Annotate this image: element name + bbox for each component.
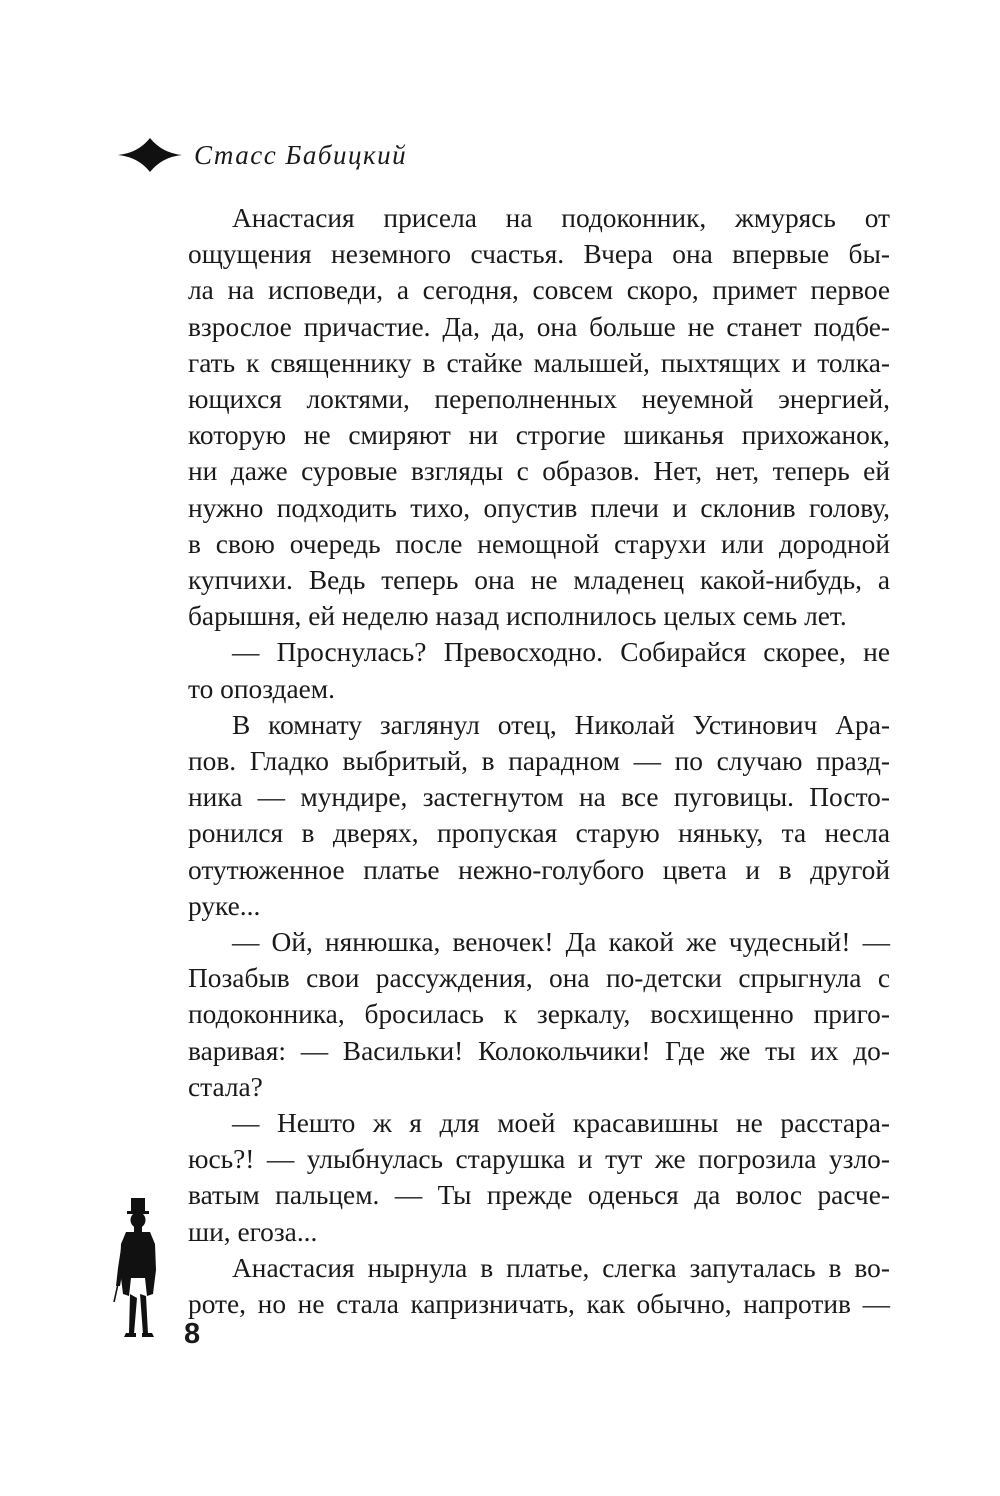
text-line: Позабыв свои рассуждения, она по-детски спрыгнула с	[188, 963, 890, 994]
text-line: варивая: — Васильки! Колокольчики! Где же ты их до-	[188, 1035, 890, 1066]
text-line: руке...	[188, 890, 261, 921]
text-line: ющихся локтями, переполненных неуемной энергией,	[188, 384, 890, 415]
text-line: — Нешто ж я для моей красавишны не расстара-	[232, 1108, 890, 1139]
text-line: в свою очередь после немощной старухи или дородной	[188, 528, 890, 559]
text-line: взрослое причастие. Да, да, она больше не станет подбе-	[188, 311, 890, 342]
text-line: ощущения неземного счастья. Вчера она впервые бы-	[188, 239, 890, 270]
text-line: которую не смиряют ни строгие шиканья прихожанок,	[188, 420, 890, 451]
text-line: ника — мундире, застегнутом на все пуговицы. Посто-	[188, 782, 890, 813]
text-line: подоконника, бросилась к зеркалу, восхищенно приго-	[188, 999, 890, 1030]
text-line: гать к священнику в стайке малышей, пыхтящих и толка-	[188, 347, 890, 378]
text-line: ронился в дверях, пропуская старую няньку, та несла	[188, 818, 890, 849]
text-line: нужно подходить тихо, опустив плечи и склонив голову,	[188, 492, 890, 523]
running-header	[118, 135, 407, 175]
text-line: В комнату заглянул отец, Николай Устинович Ара-	[232, 709, 890, 740]
text-line: барышня, ей неделю назад исполнилось целых семь лет.	[188, 601, 847, 632]
text-line: ши, егоза...	[188, 1216, 318, 1247]
text-line: — Ой, нянюшка, веночек! Да какой же чудесный! —	[232, 927, 890, 958]
body-text	[188, 200, 890, 1322]
text-line: юсь?! — улыбнулась старушка и тут же погрозила узло-	[188, 1144, 890, 1175]
text-line: роте, но не стала капризничать, как обычно, напротив —	[188, 1289, 890, 1320]
page-number: 8	[184, 1318, 201, 1350]
text-line: ватым пальцем. — Ты прежде оденься да волос расче-	[188, 1180, 890, 1211]
text-line: то опоздаем.	[188, 673, 335, 704]
text-line: — Проснулась? Превосходно. Собирайся скорее, не	[232, 637, 890, 668]
diamond-ornament-icon	[118, 138, 182, 172]
gentleman-silhouette-icon	[112, 1198, 164, 1342]
text-line: стала?	[188, 1071, 263, 1102]
text-line: Анастасия нырнула в платье, слегка запуталась в во-	[232, 1252, 890, 1283]
text-line: Анастасия присела на подоконник, жмурясь от	[232, 203, 890, 233]
text-line: купчихи. Ведь теперь она не младенец какой-нибудь, а	[188, 565, 890, 596]
text-line: отутюженное платье нежно-голубого цвета и в другой	[188, 854, 890, 885]
text-line: ни даже суровые взгляды с образов. Нет, нет, теперь ей	[188, 456, 890, 487]
text-line: ла на исповеди, а сегодня, совсем скоро, примет первое	[188, 275, 890, 306]
author-name: Стасс Бабицкий	[194, 139, 408, 170]
text-line: пов. Гладко выбритый, в парадном — по случаю празд-	[188, 746, 890, 777]
